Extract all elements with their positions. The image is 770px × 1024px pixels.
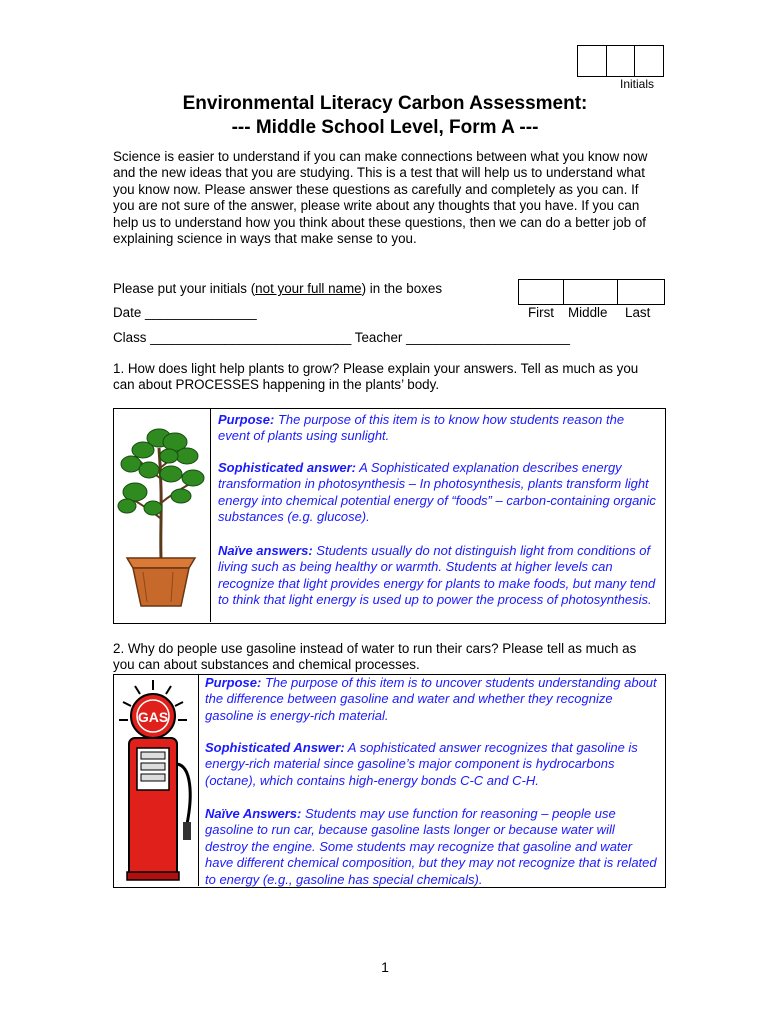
q1-naive-answers: Naïve answers: Students usually do not distinguish light from conditions of living such as being healthy or warmth. Students at higher levels can recognize that light provides energy for plants to make foods, but many tend to think that light energy is used up to power the process of photosynthesis.	[218, 543, 656, 608]
page-number: 1	[381, 959, 389, 975]
q2-purpose: Purpose: The purpose of this item is to uncover students understanding about the difference between gasoline and water and whether they recognize gasoline is energy-rich material.	[205, 675, 657, 723]
initials-prompt: Please put your initials (not your full name) in the boxes	[113, 281, 443, 296]
initials-box[interactable]	[577, 45, 607, 77]
initials-label: Initials	[620, 77, 655, 91]
q1-purpose: Purpose: The purpose of this item is to know how students reason the event of plants using sunlight.	[218, 412, 625, 444]
first-label: First	[528, 305, 555, 320]
q2-image-cell	[113, 674, 199, 886]
q2-sophisticated-answer: Sophisticated Answer: A sophisticated answer recognizes that gasoline is energy-rich material since gasoline’s major component is hydrocarbons (octane), which contains high-energy bonds C-C and C-H.	[205, 740, 638, 788]
initials-box[interactable]	[634, 45, 664, 77]
question-1: 1. How does light help plants to grow? Please explain your answers. Tell as much as you can about PROCESSES happening in the plants’ body.	[113, 361, 639, 393]
gas-pump-icon	[113, 674, 198, 886]
class-teacher-field[interactable]: Class ___________________________ Teacher ______________________	[113, 330, 570, 345]
pump-sign-text: GAS	[137, 709, 169, 725]
page-subtitle: --- Middle School Level, Form A ---	[231, 117, 539, 138]
potted-plant-icon	[113, 408, 210, 622]
q1-image-cell	[113, 408, 211, 622]
first-initial-box[interactable]	[518, 279, 564, 305]
q2-naive-answers: Naïve Answers: Students may use function for reasoning – people use gasoline to run car, because gasoline lasts longer or because water will destroy the engine. Some students may recognize that gasoline and water have different chemical composition, but they may not recognize that is related to energy (e.g., gasoline has special chemicals).	[205, 806, 657, 887]
intro-paragraph: Science is easier to understand if you can make connections between what you know now and the new ideas that you are studying. This is a test that will help us to understand what you know now. Please answer these questions as carefully and completely as you can. If you are not sure of the answer, please write about any thoughts that you have. If you can help us to understand how you think about these questions, then we can do a better job of explaining science in ways that make sense to you.	[113, 149, 648, 247]
middle-initial-box[interactable]	[563, 279, 619, 305]
page-title: Environmental Literacy Carbon Assessment:	[182, 93, 588, 114]
last-initial-box[interactable]	[617, 279, 665, 305]
q1-sophisticated-answer: Sophisticated answer: A Sophisticated explanation describes energy transformation in photosynthesis – In photosynthesis, plants transform light energy into chemical potential energy of “foods” – carbon-containing organic substances (e.g. glucose).	[218, 460, 656, 525]
middle-label: Middle	[568, 305, 608, 320]
last-label: Last	[625, 305, 651, 320]
initials-box[interactable]	[606, 45, 636, 77]
question-2: 2. Why do people use gasoline instead of water to run their cars? Please tell as much as you can about substances and chemical processes.	[113, 641, 637, 673]
initials-boxes-top	[578, 45, 664, 75]
date-field[interactable]: Date _______________	[113, 305, 257, 320]
name-initials-boxes	[519, 279, 665, 304]
